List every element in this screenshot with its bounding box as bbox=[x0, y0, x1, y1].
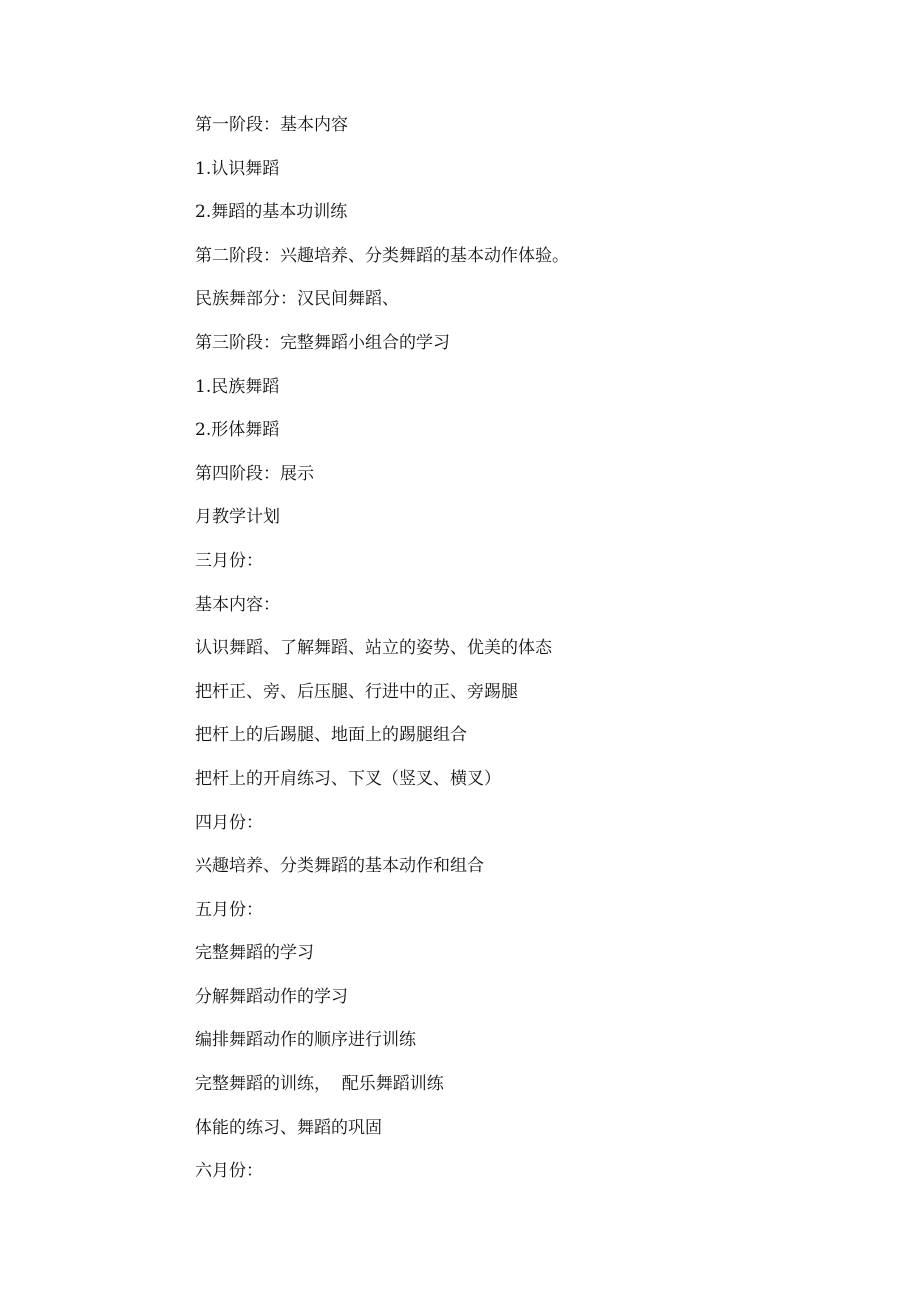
paragraph-line: 分解舞蹈动作的学习 bbox=[195, 986, 348, 1007]
document-body bbox=[195, 111, 569, 1201]
month-heading-may: 五月份： bbox=[195, 899, 263, 920]
month-heading-june: 六月份： bbox=[195, 1161, 263, 1182]
stage-three-heading: 第三阶段：完整舞蹈小组合的学习 bbox=[195, 332, 450, 353]
paragraph-line: 体能的练习、舞蹈的巩固 bbox=[195, 1117, 382, 1138]
stage-one-heading: 第一阶段：基本内容 bbox=[195, 115, 348, 135]
paragraph-line: 编排舞蹈动作的顺序进行训练 bbox=[195, 1030, 416, 1051]
paragraph-line: 基本内容： bbox=[195, 594, 280, 615]
paragraph-line: 把杆正、旁、后压腿、行进中的正、旁踢腿 bbox=[195, 681, 518, 702]
paragraph-line: 认识舞蹈、了解舞蹈、站立的姿势、优美的体态 bbox=[195, 638, 552, 659]
list-item: 2.舞蹈的基本功训练 bbox=[195, 202, 348, 223]
monthly-plan-heading: 月教学计划 bbox=[195, 507, 280, 528]
month-heading-march: 三月份： bbox=[195, 550, 263, 571]
paragraph-line: 完整舞蹈的训练， 配乐舞蹈训练 bbox=[195, 1074, 444, 1095]
stage-two-heading: 第二阶段：兴趣培养、分类舞蹈的基本动作体验。 bbox=[195, 245, 569, 266]
list-item: 1.民族舞蹈 bbox=[195, 376, 280, 397]
paragraph-line: 兴趣培养、分类舞蹈的基本动作和组合 bbox=[195, 856, 484, 877]
paragraph-line: 把杆上的后踢腿、地面上的踢腿组合 bbox=[195, 725, 467, 746]
paragraph-line: 完整舞蹈的学习 bbox=[195, 943, 314, 964]
stage-four-heading: 第四阶段：展示 bbox=[195, 463, 314, 484]
list-item: 2.形体舞蹈 bbox=[195, 420, 280, 441]
paragraph-line: 民族舞部分：汉民间舞蹈、 bbox=[195, 289, 399, 310]
paragraph-line: 把杆上的开肩练习、下叉（竖叉、横叉） bbox=[195, 768, 501, 789]
month-heading-april: 四月份： bbox=[195, 812, 263, 833]
list-item: 1.认识舞蹈 bbox=[195, 158, 280, 179]
